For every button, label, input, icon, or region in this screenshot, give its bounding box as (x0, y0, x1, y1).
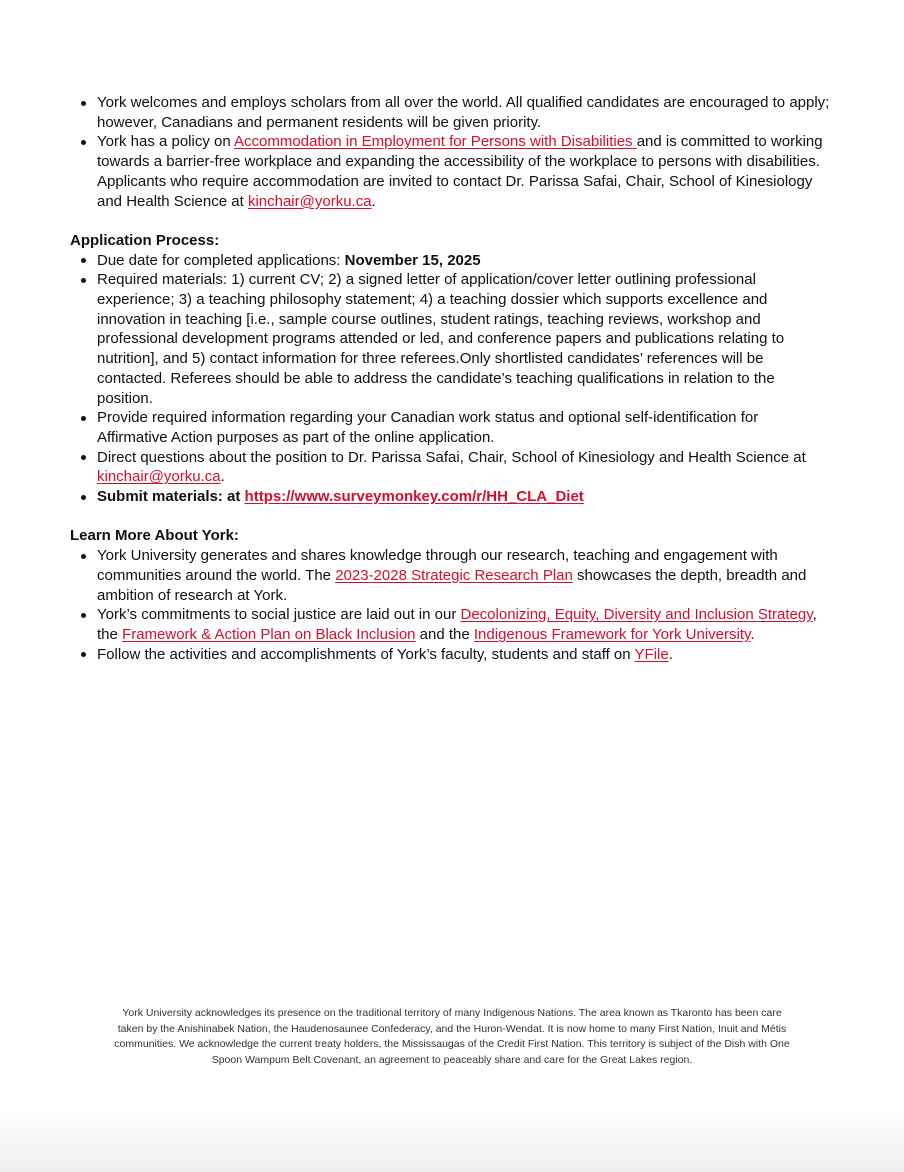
social-justice-text-mid2: and the (415, 625, 474, 643)
questions-email-link[interactable]: kinchair@yorku.ca (97, 468, 221, 486)
accommodation-text-post: . (371, 192, 376, 210)
list-item-materials (97, 270, 830, 408)
kinchair-email-link[interactable]: kinchair@yorku.ca (247, 192, 372, 210)
list-item-yfile (97, 645, 830, 665)
materials-text: Required materials: 1) current CV; 2) a signed letter of application/cover letter outlining professional experience; 3) a teaching philosophy statement; 4) a teaching dossier which supports excellence and innovation in teaching [i.e., sample course outlines, student ratings, teaching reviews, workshop and professional development programs attended or led, and conference papers and publications relating to nutrition], and 5) contact information for three referees.Only shortlisted candidates’ references will be contacted. Referees should be able to address the candidate’s teaching qualifications in relation to the position. (97, 271, 785, 407)
list-item-scholars (97, 93, 830, 132)
work-status-text: Provide required information regarding your Canadian work status and optional self-identification for Affirmative Action purposes as part of the online application. (97, 409, 759, 446)
scholars-text: York welcomes and employs scholars from all over the world. All qualified candidates are encouraged to apply; however, Canadians and permanent residents will be given priority. (97, 94, 830, 131)
page-bottom-shadow (0, 1112, 904, 1172)
social-justice-text-pre: York’s commitments to social justice are laid out in our (97, 606, 461, 624)
learn-more-list (70, 546, 830, 664)
black-inclusion-link[interactable]: Framework & Action Plan on Black Inclusion (122, 625, 416, 643)
yfile-link[interactable]: YFile (634, 645, 669, 663)
yfile-text-pre: Follow the activities and accomplishments of York’s faculty, students and staff on (97, 645, 635, 663)
research-text-pre: York University generates and shares knowledge through our research, teaching and engagement with communities around the world. The (97, 547, 778, 584)
list-item-research (97, 546, 830, 605)
accommodation-policy-link[interactable]: Accommodation in Employment for Persons with Disabilities (234, 133, 637, 151)
questions-text-pre: Direct questions about the position to Dr. Parissa Safai, Chair, School of Kinesiology and Health Science at (97, 448, 806, 466)
social-justice-text-post: . (750, 625, 755, 643)
list-item-work-status (97, 408, 830, 447)
strategic-research-plan-link[interactable]: 2023-2028 Strategic Research Plan (335, 566, 573, 584)
land-acknowledgement: York University acknowledges its presence on the traditional territory of many Indigenous Nations. The area known as Tkaronto has been care taken by the Anishinabek Nation, the Haudenosaunee Confederacy, and the Huron-Wendat. It is now home to many First Nation, Inuit and Métis communities. We acknowledge the current treaty holders, the Mississaugas of the Credit First Nation. This territory is subject of the Dish with One Spoon Wampum Belt Covenant, an agreement to peaceably share and care for the Great Lakes region. (114, 1007, 790, 1066)
dedi-strategy-link[interactable]: Decolonizing, Equity, Diversity and Inclusion Strategy (460, 606, 813, 624)
list-item-accommodation (97, 132, 830, 211)
accommodation-text-pre: York has a policy on (97, 133, 235, 151)
indigenous-framework-link[interactable]: Indigenous Framework for York University (473, 625, 751, 643)
application-list (70, 251, 830, 507)
list-item-due-date (97, 251, 830, 271)
social-justice-text-mid1: , the (97, 606, 817, 643)
intro-list (70, 93, 830, 211)
list-item-social-justice (97, 605, 830, 644)
due-date-value: November 15, 2025 (344, 251, 481, 269)
research-text-post: showcases the depth, breadth and ambition of research at York. (97, 566, 807, 604)
due-date-label: Due date for completed applications: (97, 251, 345, 269)
submit-label: Submit materials: at (97, 488, 245, 506)
list-item-questions (97, 448, 830, 487)
submit-materials-link[interactable]: https://www.surveymonkey.com/r/HH_CLA_Diet (244, 488, 584, 506)
list-item-submit (97, 487, 830, 507)
yfile-text-post: . (668, 645, 673, 663)
application-process-heading: Application Process: (70, 231, 220, 249)
document-body (70, 93, 830, 664)
learn-more-heading: Learn More About York: (70, 527, 239, 545)
questions-text-post: . (220, 468, 225, 486)
accommodation-text-mid: and is committed to working towards a barrier-free workplace and expanding the accessibility of the workplace to persons with disabilities. Applicants who require accommodation are invited to contact Dr. Parissa Safai, Chair, School of Kinesiology and Health Science at (97, 133, 823, 210)
